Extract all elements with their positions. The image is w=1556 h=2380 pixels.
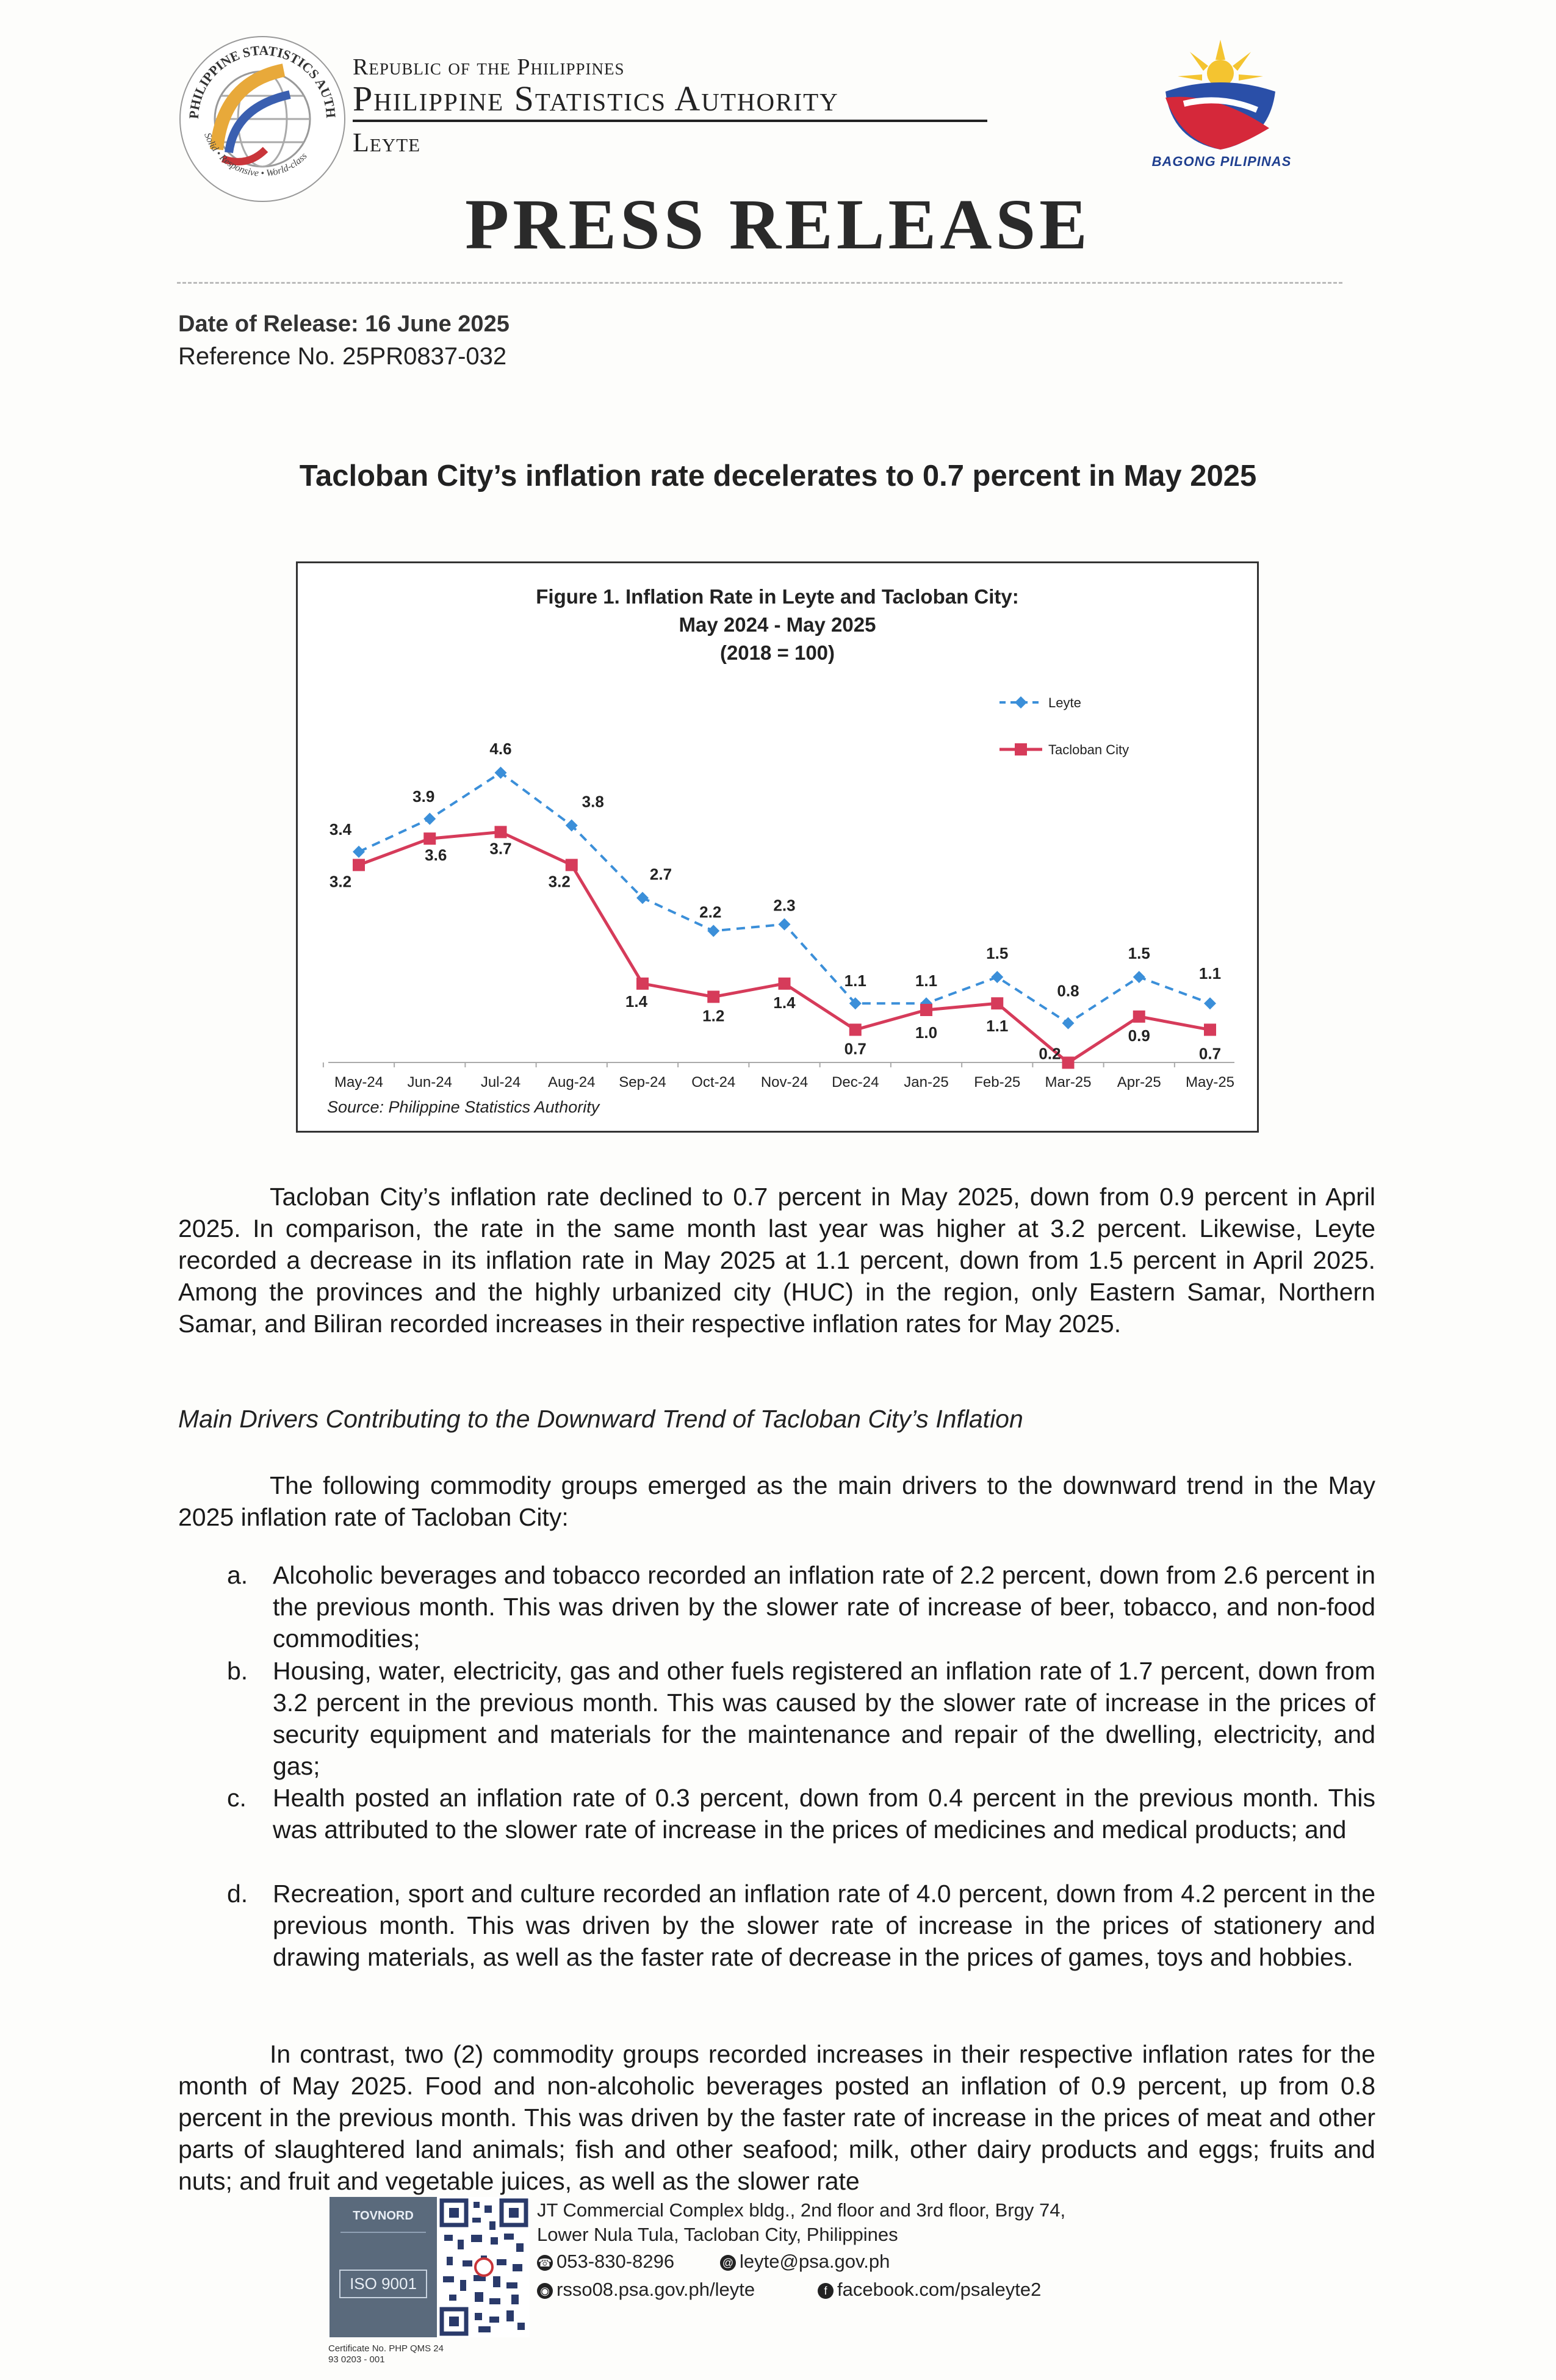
qr-code[interactable] [438, 2197, 530, 2337]
data-point-tacloban [779, 978, 791, 990]
data-point-tacloban [566, 859, 578, 871]
data-point-leyte [1133, 971, 1145, 983]
data-point-tacloban [423, 832, 436, 845]
reference-number: Reference No. 25PR0837-032 [178, 343, 507, 370]
x-tick-label: Dec-24 [832, 1074, 879, 1091]
bagong-pilipinas-icon [1147, 37, 1294, 153]
psa-seal-icon [174, 27, 351, 204]
figure-title-line1: Figure 1. Inflation Rate in Leyte and Tacloban City: [536, 585, 1019, 608]
list-marker: b. [227, 1657, 248, 1685]
list-marker: c. [227, 1784, 247, 1812]
x-tick-label: Jun-24 [407, 1074, 452, 1091]
figure-title-line3: (2018 = 100) [719, 641, 835, 664]
x-tick-label: Apr-25 [1117, 1074, 1161, 1091]
phone-contact [537, 2251, 674, 2273]
list-item [227, 1878, 1375, 1973]
data-point-leyte [707, 925, 719, 937]
figure-1 [296, 561, 1259, 1133]
bagong-pilipinas-text: BAGONG PILIPINAS [1151, 154, 1292, 169]
cert-number: Certificate No. PHP QMS 24 93 0203 - 001 [328, 2343, 444, 2365]
data-label: 1.1 [844, 972, 866, 990]
website-url[interactable]: rsso08.psa.gov.ph/leyte [556, 2279, 755, 2300]
data-point-tacloban [495, 826, 507, 838]
data-label: 0.8 [1057, 981, 1079, 1000]
data-label: 2.2 [699, 903, 722, 921]
psa-seal [174, 27, 351, 204]
data-label: 1.4 [625, 992, 648, 1011]
figure-source: Source: Philippine Statistics Authority [327, 1098, 600, 1116]
iso-certification-badge [330, 2197, 437, 2337]
office-name: Leyte [353, 128, 421, 157]
address-line-2: Lower Nula Tula, Tacloban City, Philippines [537, 2224, 898, 2245]
data-label: 1.1 [915, 972, 938, 990]
data-point-leyte [779, 918, 791, 931]
list-marker: a. [227, 1561, 248, 1589]
inflation-line-chart [298, 563, 1257, 1131]
seal-motto: Solid • Responsive • World-class [202, 131, 309, 179]
data-point-leyte [353, 846, 365, 858]
data-label: 1.2 [702, 1006, 725, 1025]
header-divider [177, 282, 1342, 284]
list-item [227, 1559, 1375, 1654]
data-label: 0.7 [844, 1039, 866, 1058]
paragraph-3: In contrast, two (2) commodity groups recorded increases in their respective inflation rates for the month of May 2025. Food and non-alcoholic beverages posted an inflation of 0.9 percent, up from 0.8 percent in the previous month. This was driven by the faster rate of increase in the prices of meat and other parts of slaughtered land animals; fish and other seafood; milk, other dairy products and eggs; fruits and nuts; and fruit and vegetable juices, as well as the slower rate [178, 2040, 1375, 2195]
phone-icon: ☎ [537, 2255, 553, 2271]
figure-title-line2: May 2024 - May 2025 [679, 613, 876, 636]
list-item [227, 1655, 1375, 1782]
data-label: 3.2 [548, 872, 571, 891]
agency-rule [353, 120, 987, 122]
data-point-leyte [991, 971, 1003, 983]
x-tick-label: Jul-24 [480, 1074, 521, 1091]
series-line-tacloban-city [359, 832, 1210, 1062]
cert-iso: ISO 9001 [339, 2270, 427, 2298]
list-text: Housing, water, electricity, gas and other fuels registered an inflation rate of 1.7 percent, down from 3.2 percent in the previous month. This was caused by the slower rate of increase in the prices of security equipment and materials for the maintenance and repair of the dwelling, electricity, and gas; [273, 1657, 1375, 1780]
list-item [227, 1782, 1375, 1845]
data-label: 3.7 [489, 839, 512, 858]
data-label: 1.4 [773, 993, 796, 1012]
legend-marker-tacloban [1015, 743, 1027, 755]
address-line-1: JT Commercial Complex bldg., 2nd floor and 3rd floor, Brgy 74, [537, 2199, 1066, 2221]
email-icon: @ [720, 2255, 736, 2271]
x-tick-label: May-24 [334, 1074, 384, 1091]
data-point-tacloban [1204, 1023, 1216, 1036]
data-label: 1.1 [1198, 964, 1222, 983]
x-tick-label: Jan-25 [904, 1074, 949, 1091]
data-point-leyte [1204, 997, 1216, 1009]
x-tick-label: Feb-25 [974, 1074, 1021, 1091]
email-address[interactable]: leyte@psa.gov.ph [740, 2251, 890, 2272]
data-label: 3.4 [329, 820, 352, 838]
data-label: 2.3 [773, 896, 796, 915]
data-point-leyte [423, 813, 436, 825]
data-point-tacloban [636, 978, 649, 990]
data-label: 1.1 [986, 1017, 1009, 1036]
data-point-tacloban [1062, 1056, 1075, 1069]
legend-label-leyte: Leyte [1048, 695, 1081, 710]
data-point-tacloban [353, 859, 365, 871]
section-subhead: Main Drivers Contributing to the Downward Trend of Tacloban City’s Inflation [178, 1405, 1023, 1433]
bagong-pilipinas-logo [1147, 37, 1294, 153]
date-of-release: Date of Release: 16 June 2025 [178, 311, 510, 337]
data-point-tacloban [849, 1023, 862, 1036]
seal-text: PHILIPPINE STATISTICS AUTH [185, 42, 339, 120]
data-label: 1.5 [1128, 944, 1150, 962]
website-contact[interactable] [537, 2279, 755, 2301]
paragraph-2: The following commodity groups emerged as the main drivers to the downward trend in the May 2025 inflation rate of Tacloban City: [178, 1471, 1375, 1531]
globe-icon: ◉ [537, 2283, 553, 2299]
data-label: 3.2 [329, 872, 352, 891]
cert-brand: TOVNORD [353, 2209, 414, 2223]
legend-marker-leyte [1015, 696, 1027, 709]
list-marker: d. [227, 1880, 248, 1908]
data-label: 3.8 [582, 792, 604, 811]
email-contact[interactable] [720, 2251, 890, 2273]
list-text: Recreation, sport and culture recorded an inflation rate of 4.0 percent, down from 4.2 percent in the previous month. This was driven by the slower rate of increase in the prices of stationery and drawing materials, as well as the faster rate of decrease in the prices of games, toys and hobbies. [273, 1880, 1375, 1971]
x-tick-label: Sep-24 [619, 1074, 666, 1091]
list-text: Health posted an inflation rate of 0.3 percent, down from 0.4 percent in the previous month. This was attributed to the slower rate of increase in the prices of medicines and medical products; and [273, 1784, 1375, 1844]
data-label: 4.6 [489, 740, 512, 759]
data-point-tacloban [707, 990, 719, 1003]
data-label: 1.5 [986, 944, 1009, 962]
data-point-tacloban [991, 997, 1003, 1009]
x-tick-label: May-25 [1185, 1074, 1235, 1091]
data-label: 3.9 [412, 787, 435, 806]
legend-label-tacloban: Tacloban City [1048, 742, 1129, 757]
data-label: 0.7 [1198, 1044, 1222, 1063]
data-label: 3.6 [425, 846, 447, 865]
data-label: 0.9 [1128, 1026, 1150, 1045]
agency-name: Philippine Statistics Authority [353, 79, 839, 118]
paragraph-1: Tacloban City’s inflation rate declined to 0.7 percent in May 2025, down from 0.9 percent in April 2025. In comparison, the rate in the same month last year was higher at 3.2 percent. Likewise, Leyte recorded a decrease in its inflation rate in May 2025 at 1.1 percent, down from 1.5 percent in April 2025. Among the provinces and the highly urbanized city (HUC) in the region, only Eastern Samar, Northern Samar, and Biliran recorded increases in their respective inflation rates for May 2025. [178, 1183, 1375, 1338]
data-point-leyte [1062, 1017, 1075, 1030]
facebook-contact[interactable] [818, 2279, 1041, 2301]
data-point-tacloban [920, 1004, 932, 1016]
facebook-icon: f [818, 2283, 834, 2299]
data-point-leyte [636, 892, 649, 904]
data-label: 2.7 [649, 865, 672, 884]
qr-code-icon [438, 2197, 530, 2337]
list-text: Alcoholic beverages and tobacco recorded an inflation rate of 2.2 percent, down from 2.6 percent in the previous month. This was driven by the slower rate of increase of beer, tobacco, and non-food commodities; [273, 1561, 1375, 1653]
data-label: 1.0 [915, 1023, 938, 1042]
headline: Tacloban City’s inflation rate decelerates to 0.7 percent in May 2025 [299, 460, 1257, 492]
data-point-tacloban [1133, 1011, 1145, 1023]
x-tick-label: Oct-24 [691, 1074, 736, 1091]
phone-number: 053-830-8296 [556, 2251, 675, 2272]
republic-line: Republic of the Philippines [353, 54, 625, 80]
data-label: 0.2 [1039, 1044, 1061, 1063]
facebook-url[interactable]: facebook.com/psaleyte2 [837, 2279, 1042, 2300]
x-tick-label: Nov-24 [760, 1074, 809, 1091]
x-tick-label: Mar-25 [1045, 1074, 1092, 1091]
press-release-title: PRESS RELEASE [465, 184, 1091, 264]
x-tick-label: Aug-24 [548, 1074, 596, 1091]
